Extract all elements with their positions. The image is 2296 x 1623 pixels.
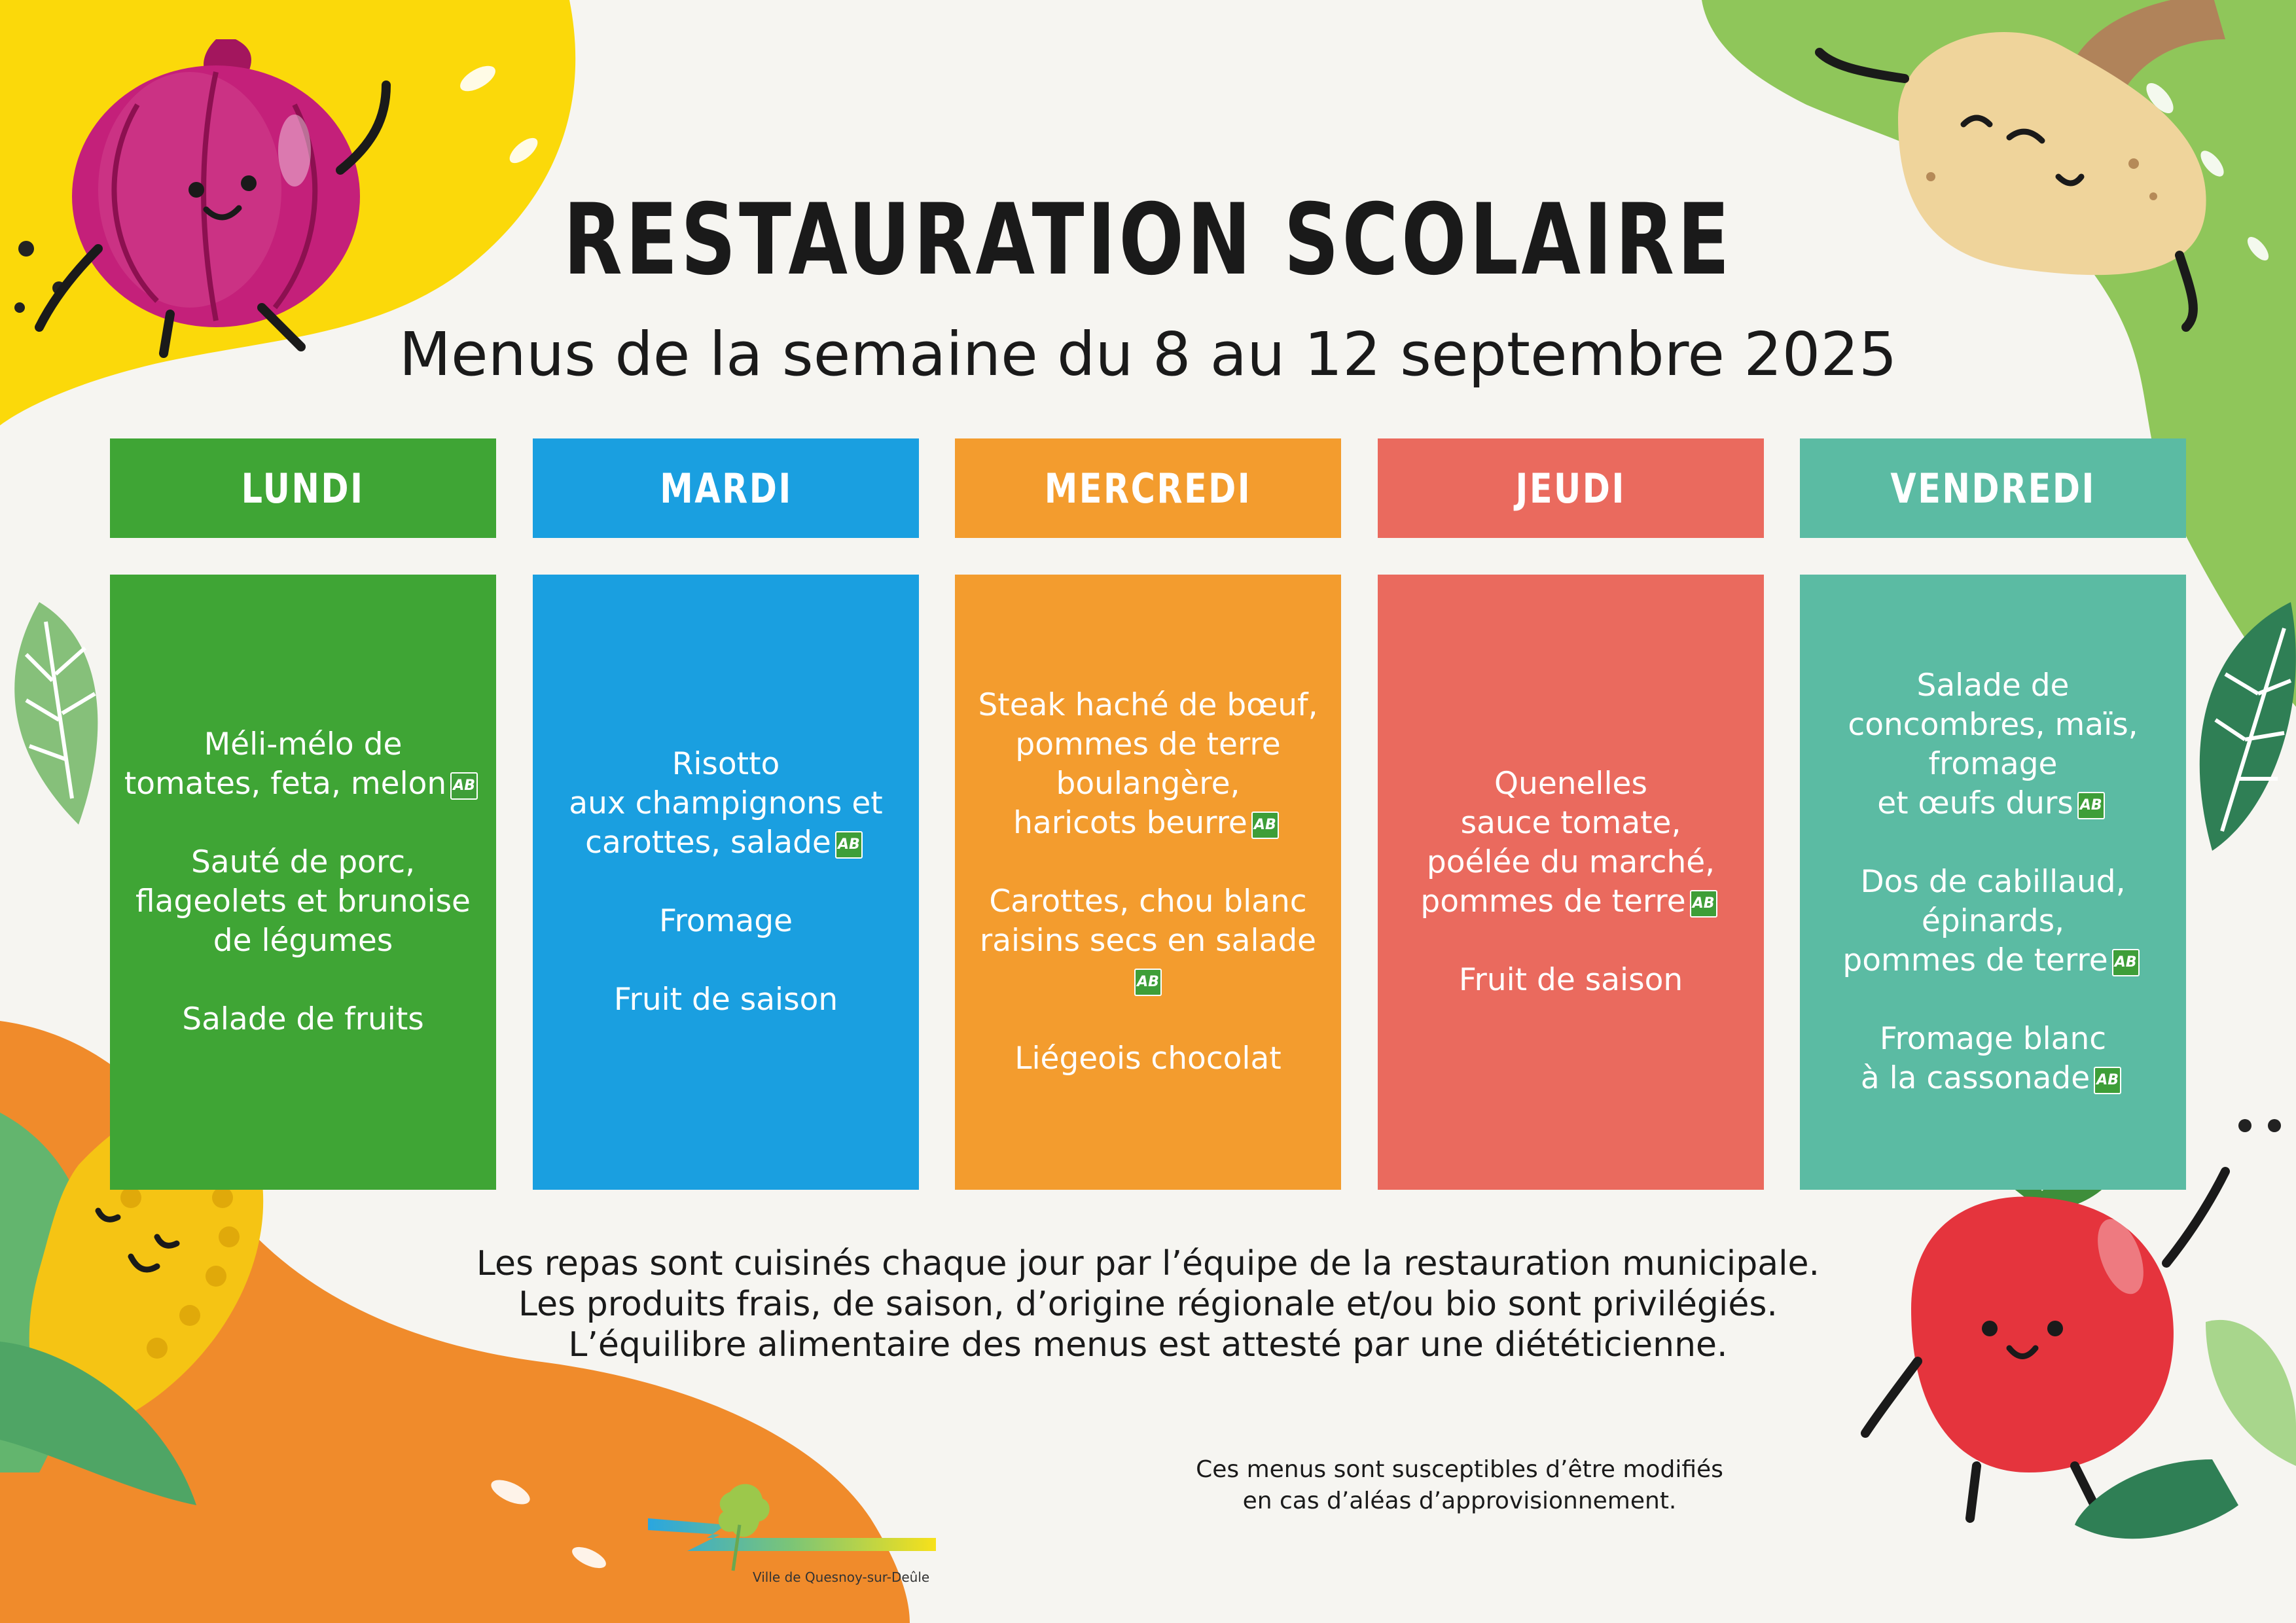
menu-dish — [135, 843, 471, 961]
day-header-jeudi — [1378, 438, 1764, 538]
footer-text: Les repas sont cuisinés chaque jour par l’équipe de la restauration municipale. Les produits frais, de saison, d’origine régionale et/ou bio sont privilégiés. L’équilibre alimentaire des menus est attesté par une diététicienne. — [476, 1244, 1820, 1364]
day-name: MARDI — [659, 464, 793, 512]
menu-dish — [1014, 1039, 1281, 1079]
day-menu-mardi — [533, 575, 919, 1190]
day-menu-mercredi — [955, 575, 1341, 1190]
menu-dish — [569, 745, 882, 863]
dish-text: Salade de concombres, maïs, fromage et œufs durs — [1848, 668, 2138, 821]
day-header-mercredi — [955, 438, 1341, 538]
menu-dish — [614, 980, 838, 1020]
menu-dish — [1459, 961, 1683, 1000]
dish-text: Sauté de porc, flageolets et brunoise de légumes — [135, 844, 471, 959]
dish-text: Steak haché de bœuf, pommes de terre boulangère, haricots beurre — [978, 687, 1318, 841]
day-header-vendredi — [1800, 438, 2186, 538]
menu-dish — [1420, 764, 1721, 921]
day-name: VENDREDI — [1890, 464, 2096, 512]
dish-text: Fromage — [659, 903, 793, 939]
organic-label-icon: AB — [835, 831, 863, 859]
page-title: RESTAURATION SCOLAIRE — [563, 183, 1733, 297]
organic-label-icon: AB — [450, 772, 478, 800]
organic-label-icon: AB — [2077, 792, 2105, 819]
menu-dish — [1842, 863, 2143, 980]
dish-text: Méli-mélo de tomates, feta, melon — [124, 726, 447, 802]
page-subtitle: Menus de la semaine du 8 au 12 septembre 2025 — [399, 319, 1897, 389]
organic-label-icon: AB — [2112, 949, 2140, 976]
dish-text: Liégeois chocolat — [1014, 1041, 1282, 1077]
day-menu-lundi — [110, 575, 496, 1190]
dish-text: Fromage blanc à la cassonade — [1860, 1021, 2107, 1096]
day-menu-vendredi — [1800, 575, 2186, 1190]
organic-label-icon: AB — [2094, 1067, 2121, 1094]
dish-text: Quenelles sauce tomate, poélée du marché, pommes de terre — [1420, 766, 1715, 919]
dish-text: Salade de fruits — [182, 1001, 424, 1037]
day-header-mardi — [533, 438, 919, 538]
leaf-right — [2200, 602, 2296, 851]
menu-dish — [182, 1000, 424, 1039]
dish-text: Dos de cabillaud, épinards, pommes de terre — [1842, 864, 2126, 978]
day-name: MERCREDI — [1044, 464, 1252, 512]
menu-dish — [978, 686, 1318, 843]
dish-text: Fruit de saison — [613, 982, 838, 1018]
menu-dish — [968, 882, 1328, 1000]
organic-label-icon: AB — [1690, 890, 1717, 918]
dish-text: Carottes, chou blanc raisins secs en salade — [979, 883, 1317, 959]
city-name: Ville de Quesnoy-sur-Deûle — [753, 1569, 930, 1585]
organic-label-icon: AB — [1134, 969, 1162, 996]
menu-dish — [1848, 666, 2138, 823]
menu-dish — [1861, 1020, 2125, 1098]
dish-text: Fruit de saison — [1458, 962, 1683, 998]
leaf-left — [14, 602, 98, 825]
organic-label-icon: AB — [1251, 812, 1279, 839]
day-header-lundi — [110, 438, 496, 538]
dish-text: Risotto aux champignons et carottes, salade — [569, 746, 883, 861]
disclaimer-note: Ces menus sont susceptibles d’être modifiés en cas d’aléas d’approvisionnement. — [1196, 1456, 1723, 1514]
day-name: JEUDI — [1515, 464, 1626, 512]
day-name: LUNDI — [242, 464, 365, 512]
menu-dish — [659, 902, 793, 941]
menu-dish — [124, 725, 482, 804]
day-menu-jeudi — [1378, 575, 1764, 1190]
